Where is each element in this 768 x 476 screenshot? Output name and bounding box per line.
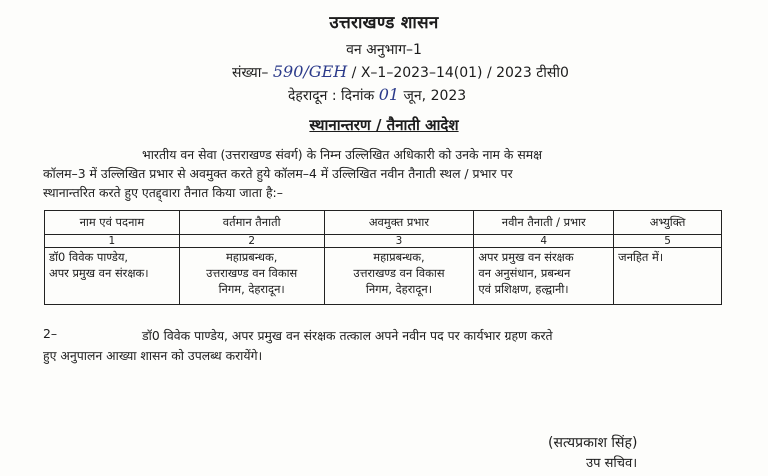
cell-line: महाप्रबन्धक, bbox=[226, 250, 278, 264]
header-remarks: अभ्युक्ति bbox=[614, 211, 722, 235]
cell-line: अपर प्रमुख वन संरक्षक। bbox=[49, 266, 149, 280]
header-relieved-charge: अवमुक्त प्रभार bbox=[324, 211, 474, 235]
header-new-posting: नवीन तैनाती / प्रभार bbox=[474, 211, 614, 235]
current-posting-cell bbox=[179, 248, 324, 305]
transfer-table bbox=[44, 210, 722, 305]
cell-line: निगम, देहरादून। bbox=[218, 282, 285, 296]
paragraph2-line1: डॉ0 विवेक पाण्डेय, अपर प्रमुख वन संरक्षक तत्काल अपने नवीन पद पर कार्यभार ग्रहण करते bbox=[142, 328, 553, 343]
government-title: उत्तराखण्ड शासन bbox=[329, 13, 439, 33]
cell-line: उत्तराखण्ड वन विकास bbox=[206, 266, 298, 280]
column-number: 5 bbox=[614, 235, 722, 248]
reference-suffix: / X–1–2023–14(01) / 2023 टीसी0 bbox=[351, 65, 569, 81]
subject-text: स्थानान्तरण / तैनाती आदेश bbox=[309, 116, 459, 134]
signatory-designation: उप सचिव। bbox=[586, 456, 638, 471]
order-subject bbox=[0, 115, 768, 135]
cell-line: अपर प्रमुख वन संरक्षक bbox=[478, 250, 574, 264]
department-name: वन अनुभाग–1 bbox=[346, 42, 422, 58]
officer-name-cell bbox=[45, 248, 180, 305]
order-date bbox=[288, 85, 466, 105]
date-prefix: देहरादून : दिनांक bbox=[288, 88, 375, 104]
cell-line: निगम, देहरादून। bbox=[365, 282, 433, 296]
cell-line: एवं प्रशिक्षण, हल्द्वानी। bbox=[478, 282, 569, 296]
relieved-charge-cell bbox=[324, 248, 474, 305]
column-number: 4 bbox=[474, 235, 614, 248]
reference-prefix: संख्या– bbox=[232, 65, 269, 81]
reference-number bbox=[232, 62, 569, 82]
paragraph1-line2: कॉलम–3 में उल्लिखित प्रभार से अवमुक्त करते हुये कॉलम–4 में उल्लिखित नवीन तैनाती स्थल / प्रभार पर bbox=[43, 166, 513, 181]
cell-line: उत्तराखण्ड वन विकास bbox=[353, 266, 445, 280]
column-number: 1 bbox=[45, 235, 180, 248]
date-handwritten: 01 bbox=[378, 85, 400, 104]
remarks-cell: जनहित में। bbox=[614, 248, 722, 305]
signatory-name: (सत्यप्रकाश सिंह) bbox=[548, 435, 638, 451]
table-header-row bbox=[45, 211, 722, 235]
column-number: 3 bbox=[324, 235, 474, 248]
paragraph2-number: 2– bbox=[43, 326, 58, 341]
header-name: नाम एवं पदनाम bbox=[45, 211, 180, 235]
table-row bbox=[45, 248, 722, 305]
paragraph2-line2: हुए अनुपालन आख्या शासन को उपलब्ध करायेंगे। bbox=[43, 348, 263, 363]
paragraph1-line1: भारतीय वन सेवा (उत्तराखण्ड संवर्ग) के निम्न उल्लिखित अधिकारी को उनके नाम के समक्ष bbox=[142, 147, 543, 162]
new-posting-cell bbox=[474, 248, 614, 305]
column-number-row bbox=[45, 235, 722, 248]
cell-line: वन अनुसंधान, प्रबन्धन bbox=[478, 266, 571, 280]
date-suffix: जून, 2023 bbox=[403, 88, 467, 104]
paragraph1-line3: स्थानान्तरित करते हुए एतद्द्वारा तैनात किया जाता है:– bbox=[43, 185, 283, 200]
header-current-posting: वर्तमान तैनाती bbox=[179, 211, 324, 235]
cell-line: डॉ0 विवेक पाण्डेय, bbox=[49, 250, 129, 264]
reference-handwritten: 590/GEH bbox=[272, 62, 348, 81]
cell-line: महाप्रबन्धक, bbox=[373, 250, 425, 264]
column-number: 2 bbox=[179, 235, 324, 248]
